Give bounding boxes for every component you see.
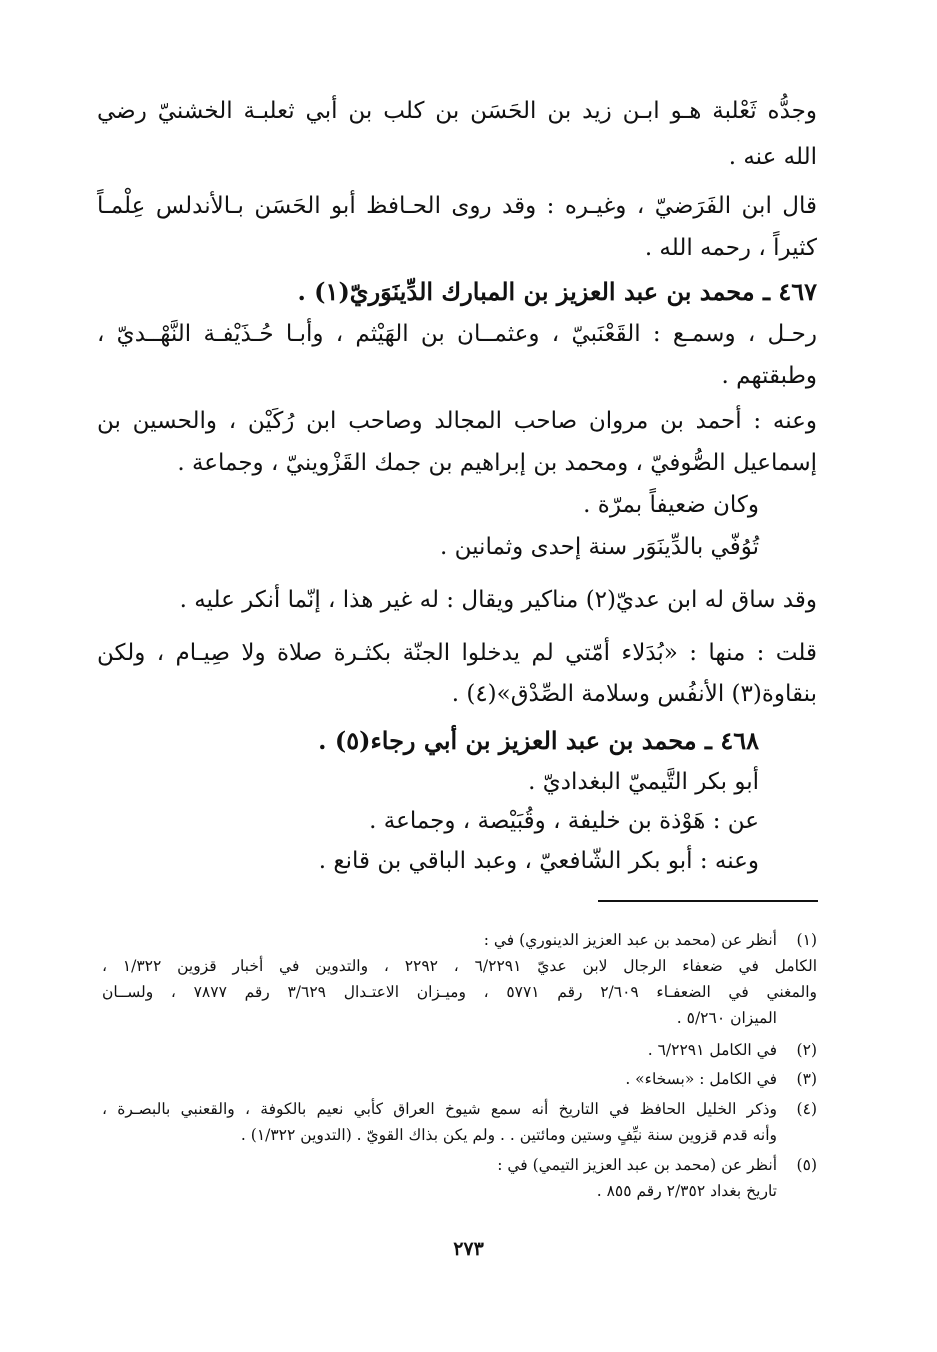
body-line: وقد ساق له ابن عديّ(٢) مناكير ويقال : له غير هذا ، إنّما أنكر عليه .	[179, 587, 817, 613]
body-line: وعنه : أبو بكر الشّافعيّ ، وعبد الباقي بن قانع .	[318, 848, 759, 874]
body-line: وعنه : أحمد بن مروان صاحب المجالد وصاحب ابن رُكَيْن ، والحسين بن	[97, 408, 817, 434]
body-line: عن : هَوْذة بن خليفة ، وقُبَيْصة ، وجماعة .	[369, 808, 759, 834]
footnote-line: في الكامل : «بسخاء» .	[625, 1070, 777, 1088]
body-line: إسماعيل الصُّوفيّ ، ومحمد بن إبراهيم بن جمك القَزْوينيّ ، وجماعة .	[177, 450, 817, 476]
body-line: قال ابن الفَرَضيّ ، وغيـره : وقد روى الحـافظ أبو الحَسَن بـالأندلس عِلْمـاً	[97, 193, 817, 219]
page-number: ٢٧٣	[453, 1238, 484, 1260]
footnote-number: (٥)	[796, 1156, 817, 1174]
body-line: كثيراً ، رحمه الله .	[644, 235, 817, 261]
footnote-line: الكامل في ضعفاء الرجال لابن عديّ ٦/٢٢٩١ ، ٢٢٩٢ ، والتدوين في أخبار قزوين ١/٣٢٢ ،	[102, 957, 817, 975]
body-line: وطبقتهم .	[721, 363, 817, 389]
footnote-line: والمغني في الضعفـاء ٢/٦٠٩ رقم ٥٧٧١ ، وميـزان الاعتـدال ٣/٦٢٩ رقم ٧٨٧٧ ، ولســان	[102, 983, 817, 1001]
body-line: الله عنه .	[728, 144, 817, 170]
footnote-number: (٤)	[796, 1100, 817, 1118]
footnote-number: (١)	[796, 931, 817, 949]
body-line: رحـل ، وسمـع : القَعْنَبيّ ، وعثمــان بن الهَيْثم ، وأبـا حُـذَيْفـة النَّهْــديّ ،	[97, 321, 817, 347]
body-line: وجدُّه ثَعْلبة هـو ابـن زيد بن الحَسَن بن كلب بن أبي ثعلبـة الخشنيّ رضي	[97, 98, 817, 124]
footnote-line: وأنه قدم قزوين سنة نيِّفٍ وستين ومائتين . . ولم يكن بذاك القويّ . (التدوين ١/٣٢٢) .	[240, 1126, 777, 1144]
body-line: تُوُفّي بالدِّينَوَر سنة إحدى وثمانين .	[439, 534, 759, 560]
footnote-line: أنظر عن (محمد بن عبد العزيز التيمي) في :	[497, 1156, 777, 1174]
footnote-line: أنظر عن (محمد بن عبد العزيز الدينوري) في :	[483, 931, 777, 949]
footnote-number: (٢)	[796, 1041, 817, 1059]
body-line: بنقاوة(٣) الأنفُس وسلامة الصِّدْق»(٤) .	[451, 681, 817, 707]
footnote-line: الميزان ٥/٢٦٠ .	[676, 1009, 777, 1027]
entry-heading-468: ٤٦٨ ـ محمد بن عبد العزيز بن أبي رجاء(٥) .	[318, 726, 759, 755]
footnote-line: تاريخ بغداد ٢/٣٥٢ رقم ٨٥٥ .	[596, 1182, 777, 1200]
footnote-number: (٣)	[796, 1070, 817, 1088]
body-line: أبو بكر التَّيميّ البغداديّ .	[528, 769, 759, 795]
footnote-separator	[598, 900, 818, 902]
entry-heading-467: ٤٦٧ ـ محمد بن عبد العزيز بن المبارك الدِّينَوَريّ(١) .	[297, 277, 817, 306]
footnote-line: في الكامل ٦/٢٢٩١ .	[647, 1041, 777, 1059]
footnote-line: وذكر الخليل الحافظ في التاريخ أنه سمع شيوخ العراق كأبي نعيم بالكوفة ، والقعنبي بالبصـرة ،	[102, 1100, 777, 1118]
body-line: وكان ضعيفاً بمرّة .	[583, 492, 759, 518]
body-line: قلت : منها : «بُدَلاء أمّتي لم يدخلوا الجنّة بكثـرة صلاة ولا صِيـام ، ولكن	[97, 640, 817, 666]
